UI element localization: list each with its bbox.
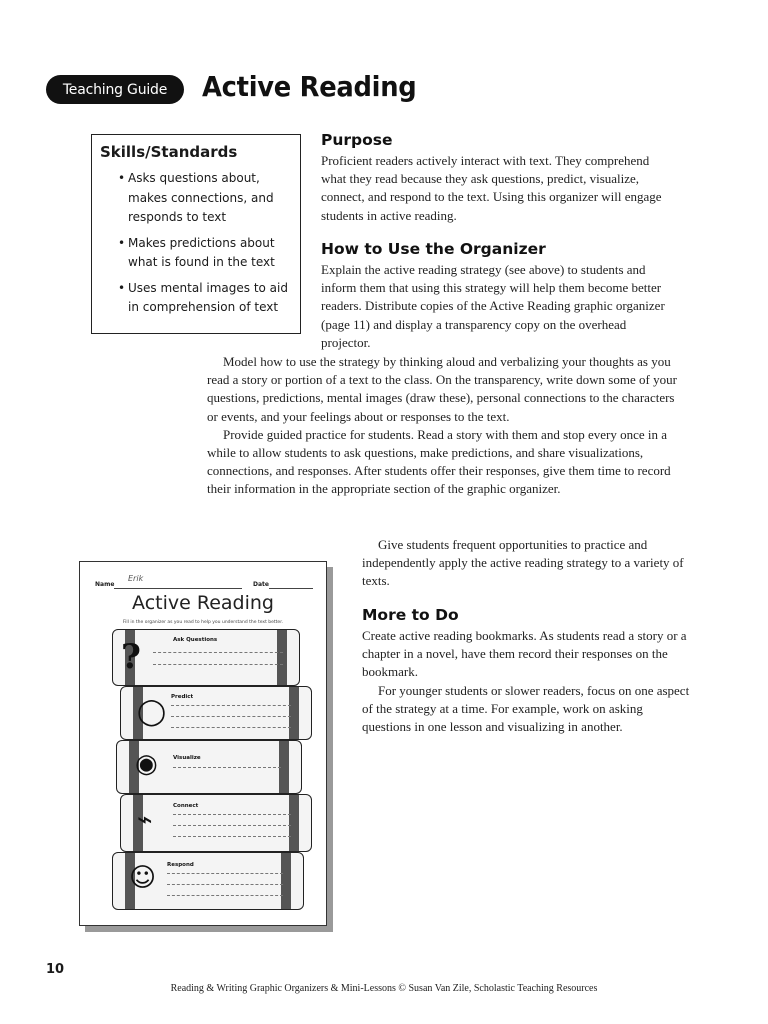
purpose-section <box>321 131 676 225</box>
how-to-paragraph-2: Model how to use the strategy by thinking aloud and verbalizing your thoughts as you read a story or portion of a text to the class. On the transparency, write down some of your questions, predictions, mental images (draw these), personal connections to the characters or events, and your feelings about or responses to the text. <box>207 354 677 424</box>
name-value: Erik <box>128 574 144 583</box>
plug-icon: ⌁ <box>137 805 153 835</box>
more-to-do-section <box>362 606 694 736</box>
how-to-final <box>362 536 694 591</box>
organizer-thumbnail <box>79 561 327 926</box>
skills-item: • Makes predictions about what is found in the text <box>100 234 300 273</box>
how-to-continued <box>207 353 677 499</box>
handwriting-line <box>173 767 281 774</box>
handwriting-line <box>167 873 283 880</box>
handwriting-line <box>171 716 291 723</box>
book-respond <box>112 852 304 910</box>
skills-item: • Uses mental images to aid in comprehension of text <box>100 279 300 318</box>
purpose-text: Proficient readers actively interact with text. They comprehend what they read because they ask questions, predict, visualize, connect, and respond to the text. Using this organizer will engage students in active reading. <box>321 153 662 223</box>
name-line <box>114 588 242 589</box>
more-to-do-paragraph-1: Create active reading bookmarks. As students read a story or a chapter in a novel, have them record their responses on the bookmark. <box>362 628 687 680</box>
handwriting-line <box>167 895 283 902</box>
book-connect <box>120 794 312 852</box>
handwriting-line <box>153 652 283 659</box>
footer-credit: Reading & Writing Graphic Organizers & Mini-Lessons © Susan Van Zile, Scholastic Teaching Resources <box>170 983 598 994</box>
date-line <box>269 588 313 589</box>
crystal-ball-icon: ◯ <box>137 697 167 727</box>
book-label: Ask Questions <box>173 637 218 643</box>
book-ask-questions <box>112 629 300 686</box>
handwriting-line <box>167 884 283 891</box>
organizer-title: Active Reading <box>132 592 274 614</box>
page-title: Active Reading <box>202 70 417 103</box>
date-label: Date <box>253 581 269 588</box>
book-label: Connect <box>173 803 199 809</box>
teaching-guide-badge: Teaching Guide <box>46 75 184 104</box>
book-label: Respond <box>167 862 194 868</box>
handwriting-line <box>171 705 291 712</box>
name-label: Name <box>95 581 115 588</box>
how-to-paragraph-3: Provide guided practice for students. Read a story with them and stop every once in a while to allow students to ask questions, make predictions, and share visualizations, connections, and responses. After students offer their responses, give them time to record their information in the appropriate section of the graphic organizer. <box>207 426 671 497</box>
handwriting-line <box>171 727 291 734</box>
skills-heading: Skills/Standards <box>100 143 238 161</box>
book-label: Predict <box>171 694 194 700</box>
how-to-paragraph-1: Explain the active reading strategy (see above) to students and inform them that using this strategy will help them become better readers. Distribute copies of the Active Reading graphic organizer (page 11) and display a transparency copy on the overhead projector. <box>321 262 665 350</box>
book-visualize <box>116 740 302 794</box>
organizer-instructions: Fill in the organizer as you read to help you understand the text better. <box>122 620 284 625</box>
page-number: 10 <box>46 962 65 977</box>
more-to-do-heading: More to Do <box>362 606 459 624</box>
question-mark-icon: ? <box>121 637 141 677</box>
book-predict <box>120 686 312 740</box>
book-label: Visualize <box>173 755 201 761</box>
purpose-heading: Purpose <box>321 131 393 149</box>
more-to-do-paragraph-2: For younger students or slower readers, focus on one aspect of the strategy at a time. For example, work on asking questions in one lesson and visualizing in another. <box>362 682 690 735</box>
face-icon: ☺ <box>129 863 157 893</box>
handwriting-line <box>153 664 283 671</box>
how-to-heading: How to Use the Organizer <box>321 240 546 258</box>
skills-item: • Asks questions about, makes connections, and responds to text <box>100 169 300 228</box>
how-to-section <box>321 240 676 352</box>
skills-standards-box <box>91 134 301 334</box>
handwriting-line <box>173 825 291 832</box>
how-to-paragraph-4: Give students frequent opportunities to practice and independently apply the active reading strategy to a variety of texts. <box>362 537 684 589</box>
skills-list <box>100 169 300 318</box>
handwriting-line <box>173 836 291 843</box>
eye-icon: ◉ <box>135 749 158 779</box>
handwriting-line <box>173 814 291 821</box>
